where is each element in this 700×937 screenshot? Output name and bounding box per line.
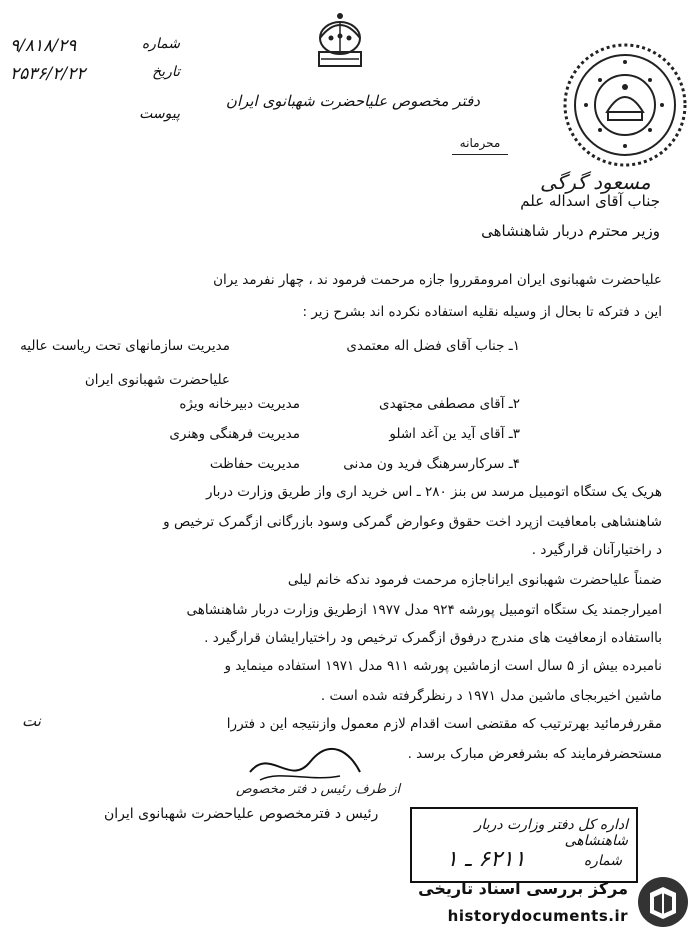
archive-logo-icon <box>636 875 690 929</box>
number-value: ۹/۸۱۸/۲۹ <box>10 36 77 56</box>
confidential-label: محرمانه <box>459 136 501 150</box>
list-item-1-role-cont: علیاحضرت شهبانوی ایران <box>84 372 230 388</box>
paragraph-4-line-2: ماشین اخیربجای ماشین مدل ۱۹۷۱ د رنظرگرفته شده است . <box>320 688 662 704</box>
handwritten-signature-note: از طرف رئیس د فتر مخصوص <box>236 782 401 797</box>
number-row <box>10 36 180 60</box>
watermark-title: مرکز بررسی اسناد تاریخی <box>418 879 628 898</box>
list-item-4-name: ۴ـ سرکارسرهنگ فرید ون مدنی <box>343 456 520 472</box>
list-item-2-role: مدیریت دبیرخانه ویژه <box>179 396 300 412</box>
office-title: دفتر مخصوص علیاحضرت شهبانوی ایران <box>225 92 480 110</box>
date-value: ۲۵۳۶/۲/۲۲ <box>10 64 86 84</box>
number-label: شماره <box>141 36 180 52</box>
date-row <box>10 64 180 88</box>
signatory-title: رئیس د فترمخصوص علیاحضرت شهبانوی ایران <box>104 806 379 822</box>
paragraph-5-line-1: مقررفرمائید بهرترتیب که مقتضی است اقدام لازم معمول وازنتیجه این د فتررا <box>226 716 662 732</box>
list-item-1-name: ۱ـ جناب آقای فضل اله معتمدی <box>346 338 520 354</box>
archive-watermark <box>408 873 698 935</box>
recipient-signature: مسعود گرگی <box>540 170 651 194</box>
attachment-label: پیوست <box>139 106 180 122</box>
paragraph-2-line-1: هریک یک ستگاه اتومبیل مرسد س بنز ۲۸۰ ـ اس خرید اری واز طریق وزارت دربار <box>206 484 662 500</box>
date-label: تاریخ <box>152 64 180 80</box>
list-item-2-name: ۲ـ آقای مصطفی مجتهدی <box>379 396 520 412</box>
paragraph-2-line-2: شاهنشاهی بامعافیت ازپرد اخت حقوق وعوارض گمرکی وسود بازرگانی ازگمرک ترخیص و <box>163 514 662 530</box>
stamp-number-label: شماره <box>583 853 622 869</box>
paragraph-1-line-1: علیاحضرت شهبانوی ایران امرومقرروا جازه مرحمت فرمود ند ، چهار نفرمد یران <box>213 272 662 288</box>
confidential-underline <box>452 154 508 155</box>
paragraph-2-line-3: د راختیارآنان قرارگیرد . <box>531 542 662 558</box>
recipient-name: جناب آقای اسداله علم <box>520 192 660 210</box>
paragraph-3-line-3: بااستفاده ازمعافیت های مندرج درفوق ازگمرک ترخیص ود راختیارایشان قرارگیرد . <box>204 630 662 646</box>
round-seal-icon <box>562 42 688 168</box>
paragraph-3-line-1: ضمناً علیاحضرت شهبانوی ایراناجازه مرحمت فرمود ندکه خانم لیلی <box>287 572 662 588</box>
paragraph-3-line-2: امیرارجمند یک ستگاه اتومبیل پورشه ۹۲۴ مدل ۱۹۷۷ ازطریق وزارت دربار شاهنشاهی <box>186 602 662 618</box>
recipient-title: وزیر محترم دربار شاهنشاهی <box>481 222 660 240</box>
stamp-title: اداره کل دفتر وزارت دربار شاهنشاهی <box>474 817 628 849</box>
list-item-3-name: ۳ـ آقای آید ین آغد اشلو <box>389 426 520 442</box>
watermark-url: historydocuments.ir <box>447 907 628 925</box>
paragraph-5-line-2: مستحضرفرمایند که بشرفعرض مبارک برسد . <box>407 746 662 762</box>
paragraph-1-line-2: این د فترکه تا بحال از وسیله نقلیه استفاده نکرده اند بشرح زیر : <box>302 304 662 320</box>
crown-crest-icon <box>305 8 375 78</box>
list-item-4-role: مدیریت حفاظت <box>209 456 300 472</box>
attachment-row <box>10 106 180 130</box>
registration-stamp <box>410 807 638 883</box>
stamp-number-value: ۶۲۱۱ ـ ۱ <box>446 847 526 872</box>
list-item-1-role: مدیریت سازمانهای تحت ریاست عالیه <box>20 338 230 354</box>
paragraph-4-line-1: نامبرده بیش از ۵ سال است ازماشین پورشه ۹۱۱ مدل ۱۹۷۱ استفاده مینماید و <box>224 658 662 674</box>
margin-note: نت <box>22 712 41 730</box>
list-item-3-role: مدیریت فرهنگی وهنری <box>169 426 300 442</box>
